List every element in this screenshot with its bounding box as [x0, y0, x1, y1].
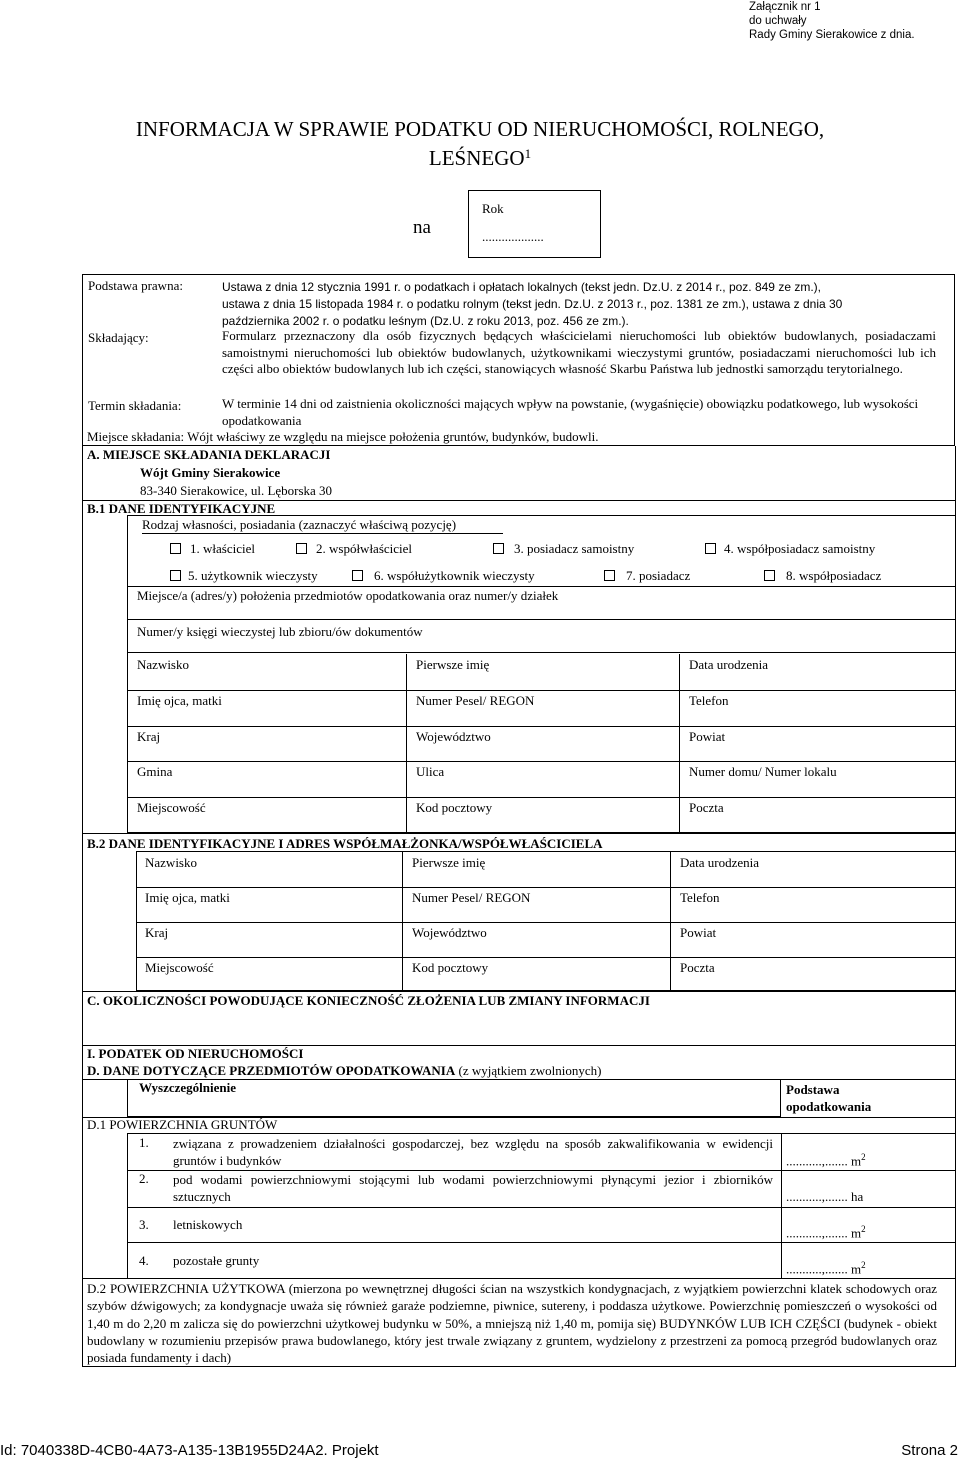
section-c-title: C. OKOLICZNOŚCI POWODUJĄCE KONIECZNOŚĆ ZŁOŻENIA LUB ZMIANY INFORMACJI	[87, 993, 650, 1008]
d1-row-text: pozostałe grunty	[173, 1253, 260, 1268]
legal-basis-line: października 2002 r. o podatku leśnym (Dz.U. z roku 2013, poz. 456 ze zm.).	[222, 314, 629, 328]
b1-row-divider	[127, 619, 956, 620]
footer-page: Strona 2	[901, 1442, 958, 1459]
section-b2-title: B.2 DANE IDENTYFIKACYJNE I ADRES WSPÓŁMAŁŻONKA/WSPÓŁWŁAŚCICIELA	[87, 836, 603, 851]
d1-value-text: ...........,....... ha	[786, 1189, 864, 1204]
d1-row-text: pod wodami powierzchniowymi stojącymi lub wodami powierzchniowymi płynącymi jezior i zbiorników sztucznych	[173, 1172, 773, 1204]
d1-row-value[interactable]	[786, 1152, 866, 1170]
field-label: Gmina	[137, 764, 173, 780]
column-base-line: opodatkowania	[786, 1099, 872, 1114]
field-label: Powiat	[680, 925, 717, 940]
d1-row-divider	[127, 1242, 956, 1243]
d1-row-value[interactable]	[786, 1260, 866, 1278]
field-input[interactable]	[145, 940, 395, 955]
section-divider	[82, 833, 956, 834]
checkbox-posiadacz-samoistny[interactable]	[493, 543, 504, 554]
field-input[interactable]	[137, 779, 397, 795]
d2-text: D.2 POWIERZCHNIA UŻYTKOWA (mierzona po wewnętrznej długości ścian na wszystkich kondygnacjach, z wyjątkiem powierzchni klatek schodowych oraz szybów dźwigowych; za kondygnacje uważa się również garaże podziemne, piwnice, sutereny, i poddasza użytkowe. Powierzchnię pomieszczeń o wysokości od 1,40 m do 2,20 m zalicza się do powierzchni użytkowej budynku w 50%, a mniejszą niż 1,40 m, pomija się) BUDYNKÓW LUB ICH CZĘŚCI (budynek - obiekt budowlany w rozumieniu przepisów prawa budowlanego, który jest trwale związany z gruntem, wydzielony z przestrzeni za pomocą przegród budowlanych oraz posiada fundamenty i dach)	[87, 1281, 937, 1366]
field-label: Numer domu/ Numer lokalu	[689, 764, 837, 780]
section-c-field[interactable]	[100, 1028, 940, 1029]
field-label: Data urodzenia	[680, 855, 760, 870]
field-label: Miejscowość	[145, 960, 214, 975]
footer-id: Id: 7040338D-4CB0-4A73-A135-13B1955D24A2. Projekt	[0, 1442, 379, 1459]
d1-row-num: 1.	[139, 1135, 149, 1150]
field-input[interactable]	[145, 975, 395, 990]
annex-line-2: do uchwały	[749, 15, 807, 27]
d1-divider	[127, 1133, 956, 1134]
option-label: 5. użytkownik wieczysty	[188, 568, 318, 583]
d1-row-divider	[127, 1207, 956, 1208]
annex-line-3: Rady Gminy Sierakowice z dnia.	[749, 29, 915, 41]
title-footnote: 1	[524, 146, 532, 161]
field-label: Nazwisko	[137, 657, 189, 672]
deadline-text: W terminie 14 dni od zaistnienia okoliczności mających wpływ na powstanie, (wygaśnięcie) obowiązku podatkowego, lub wysokości opodatkowania	[222, 396, 919, 428]
section-i-title: I. PODATEK OD NIERUCHOMOŚCI	[87, 1046, 304, 1061]
field-col-divider	[679, 654, 680, 833]
d1-row-value[interactable]	[786, 1224, 866, 1242]
field-input[interactable]	[416, 779, 676, 795]
field-input[interactable]	[416, 708, 676, 724]
field-input[interactable]	[680, 870, 940, 885]
field-input[interactable]	[416, 815, 676, 831]
field-label: Poczta	[680, 960, 715, 975]
field-input[interactable]	[680, 905, 940, 920]
option-label: 6. współużytkownik wieczysty	[374, 568, 535, 583]
legal-basis-line: Ustawa z dnia 12 stycznia 1991 r. o podatkach i opłatach lokalnych (tekst jedn. Dz.U. z 2014 r., poz. 849 ze zm.),	[222, 280, 821, 294]
d1-row-num: 3.	[139, 1217, 149, 1232]
field-label: Kod pocztowy	[416, 800, 493, 816]
field-label: Numer Pesel/ REGON	[412, 890, 531, 905]
field-row-divider	[136, 887, 956, 888]
year-value: ...................	[482, 229, 544, 244]
field-input[interactable]	[412, 975, 662, 990]
filer-text: Formularz przeznaczony dla osób fizycznych będących właścicielami nieruchomości lub obiektów budowlanych, posiadaczami samoistnymi nieruchomości lub obiektów budowlanych, użytkownikami wieczystymi gruntów, posiadaczami nieruchomości lub ich części albo obiektów budowlanych lub ich części, stanowiących własność Skarbu Państwa lub jednostki samorządu terytorialnego.	[222, 328, 936, 376]
column-desc-label: Wyszczególnienie	[139, 1080, 236, 1095]
field-label: Powiat	[689, 728, 726, 744]
option-label: 7. posiadacz	[626, 568, 691, 583]
field-input[interactable]	[137, 744, 397, 760]
field-input[interactable]	[689, 708, 939, 724]
d1-row-num: 4.	[139, 1253, 149, 1268]
field-row-divider	[127, 761, 956, 762]
field-label: Imię ojca, matki	[145, 890, 230, 905]
field-input[interactable]	[412, 905, 662, 920]
title-line-1: INFORMACJA W SPRAWIE PODATKU OD NIERUCHOMOŚCI, ROLNEGO,	[135, 117, 825, 141]
checkbox-wspolposiadacz-samoistny[interactable]	[705, 543, 716, 554]
unit-sup: 2	[861, 1224, 866, 1234]
annex-line-1: Załącznik nr 1	[749, 1, 821, 13]
filer-label: Składający:	[88, 330, 149, 345]
section-b1-title: B.1 DANE IDENTYFIKACYJNE	[87, 501, 276, 516]
option-label: 8. współposiadacz	[786, 568, 882, 583]
d1-value-text: ...........,....... m	[786, 1153, 862, 1169]
section-divider	[82, 991, 956, 992]
field-label: Pierwsze imię	[412, 855, 486, 870]
field-row-divider	[127, 690, 956, 691]
field-label: Kraj	[137, 728, 161, 744]
field-row-divider	[136, 922, 956, 923]
field-label: Województwo	[412, 925, 487, 940]
field-input[interactable]	[680, 940, 940, 955]
field-label: Numer Pesel/ REGON	[416, 692, 535, 708]
unit-sup: 2	[861, 1152, 866, 1162]
field-input[interactable]	[145, 905, 395, 920]
checkbox-posiadacz[interactable]	[604, 570, 615, 581]
field-input[interactable]	[412, 940, 662, 955]
field-label: Telefon	[680, 890, 720, 905]
d1-col-divider	[781, 1133, 782, 1278]
field-label: Telefon	[689, 692, 729, 708]
field-label: Kraj	[145, 925, 169, 940]
unit-sup: 2	[861, 1260, 866, 1270]
field-label: Województwo	[416, 728, 491, 744]
field-input[interactable]	[137, 815, 397, 831]
d1-row-text: związana z prowadzeniem działalności gospodarczej, bez względu na sposób zakwalifikowania w ewidencji gruntów i budynków	[173, 1136, 773, 1168]
d1-title: D.1 POWIERZCHNIA GRUNTÓW	[87, 1117, 278, 1132]
d1-left-border	[127, 1133, 128, 1278]
d1-value-text: ...........,....... m	[786, 1225, 862, 1241]
field-label: Miejscowość	[137, 800, 206, 816]
d1-row-value[interactable]	[786, 1189, 863, 1205]
field-input[interactable]	[137, 672, 397, 688]
field-input[interactable]	[689, 779, 939, 795]
column-base-label	[786, 1081, 871, 1115]
field-row-divider	[136, 957, 956, 958]
field-input[interactable]	[416, 672, 676, 688]
field-input[interactable]	[412, 870, 662, 885]
year-label: Rok	[482, 201, 504, 216]
field-label: Data urodzenia	[689, 657, 769, 672]
ownership-underline	[142, 533, 503, 534]
office-name: Wójt Gminy Sierakowice	[140, 465, 281, 480]
field-input[interactable]	[416, 744, 676, 760]
checkbox-uzytkownik-wieczysty[interactable]	[170, 570, 181, 581]
deadline-label: Termin składania:	[88, 398, 182, 413]
d1-value-text: ...........,....... m	[786, 1261, 862, 1277]
form-left-border	[82, 446, 83, 1367]
field-input[interactable]	[689, 672, 939, 688]
column-base-line: Podstawa	[786, 1082, 840, 1097]
legal-basis-line: ustawa z dnia 15 listopada 1984 r. o podatku rolnym (tekst jedn. Dz.U. z 2013 r., poz. 1381 ze zm.), ustawa z dnia 30	[222, 297, 843, 311]
section-d-suffix: (z wyjątkiem zwolnionych)	[458, 1063, 602, 1078]
checkbox-wlasciciel[interactable]	[170, 543, 181, 554]
field-col-divider	[670, 852, 671, 992]
section-divider	[82, 1278, 956, 1279]
ownership-label: Rodzaj własności, posiadania (zaznaczyć właściwą pozycję)	[142, 517, 457, 532]
field-row-divider	[127, 726, 956, 727]
option-label: 4. współposiadacz samoistny	[724, 541, 876, 556]
field-label: Imię ojca, matki	[137, 692, 222, 708]
title-line-2: LEŚNEGO	[428, 146, 525, 170]
field-label: Nazwisko	[145, 855, 197, 870]
b1-row-divider	[127, 652, 956, 653]
office-address: 83-340 Sierakowice, ul. Lęborska 30	[140, 483, 333, 498]
section-d-title	[87, 1063, 601, 1079]
option-label: 3. posiadacz samoistny	[514, 541, 635, 556]
option-label: 2. współwłaściciel	[316, 541, 413, 556]
field-label: Kod pocztowy	[412, 960, 489, 975]
field-label: Poczta	[689, 800, 724, 816]
year-box[interactable]	[468, 190, 601, 258]
b1-row-divider	[127, 586, 956, 587]
field-input[interactable]	[137, 708, 397, 724]
checkbox-wspolposiadacz[interactable]	[764, 570, 775, 581]
field-input[interactable]	[689, 744, 939, 760]
option-label: 1. właściciel	[190, 541, 255, 556]
field-input[interactable]	[145, 870, 395, 885]
legal-basis-label: Podstawa prawna:	[88, 278, 183, 293]
section-a-title: A. MIEJSCE SKŁADANIA DEKLARACJI	[87, 447, 331, 462]
d1-row-text: letniskowych	[173, 1217, 243, 1232]
annex-note	[749, 0, 915, 42]
kw-label: Numer/y księgi wieczystej lub zbioru/ów dokumentów	[137, 624, 423, 639]
page-title	[0, 116, 960, 171]
checkbox-wspoluzytkownik-wieczysty[interactable]	[352, 570, 363, 581]
field-input[interactable]	[689, 815, 939, 831]
section-d-title-text: D. DANE DOTYCZĄCE PRZEDMIOTÓW OPODATKOWANIA	[87, 1063, 456, 1078]
field-row-divider	[127, 797, 956, 798]
field-col-divider	[402, 852, 403, 992]
year-prefix: na	[413, 217, 431, 238]
legal-basis-text	[222, 279, 950, 330]
field-label: Pierwsze imię	[416, 657, 490, 672]
field-input[interactable]	[680, 975, 940, 990]
location-label: Miejsce/a (adres/y) położenia przedmiotów opodatkowania oraz numer/y działek	[137, 588, 559, 603]
d1-row-num: 2.	[139, 1171, 149, 1186]
field-label: Ulica	[416, 764, 445, 780]
field-col-divider	[406, 654, 407, 833]
checkbox-wspolwlasciciel[interactable]	[296, 543, 307, 554]
filing-place: Miejsce składania: Wójt właściwy ze względu na miejsce położenia gruntów, budynków, budowli.	[87, 429, 599, 444]
